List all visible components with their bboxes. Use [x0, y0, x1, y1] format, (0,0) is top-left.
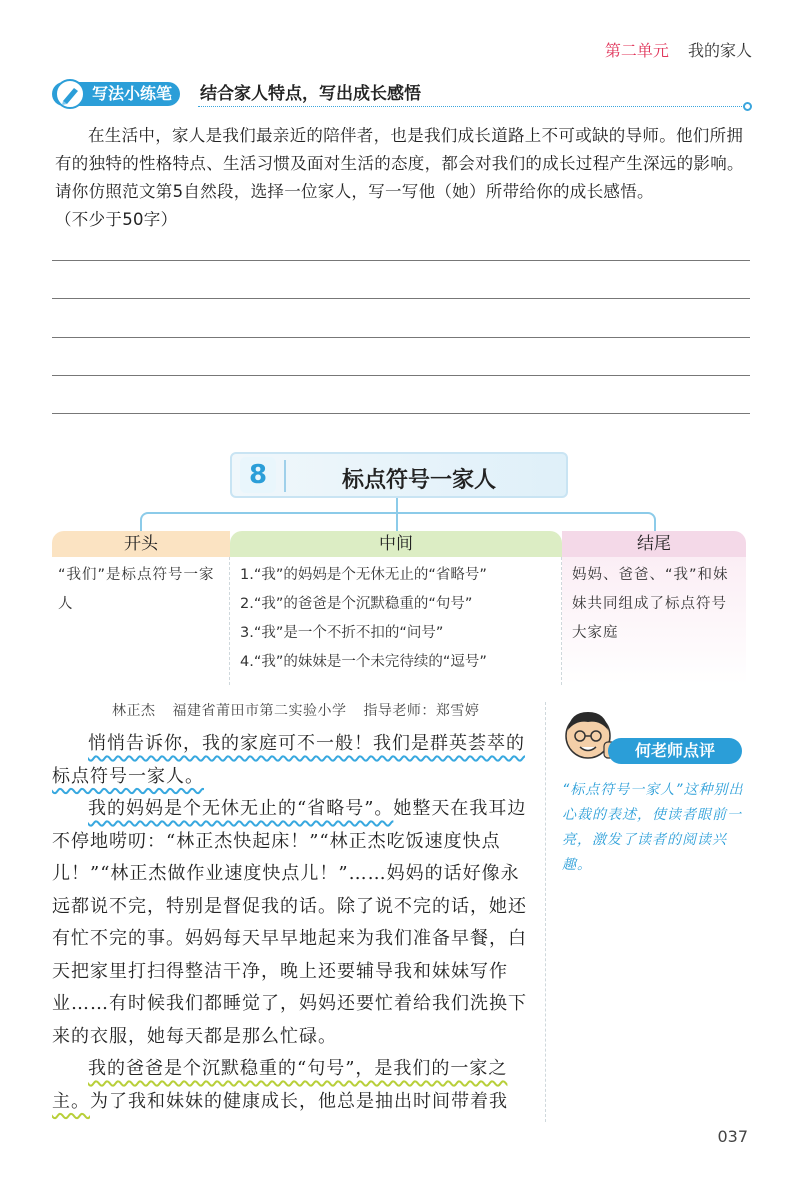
- page-number: 037: [717, 1127, 748, 1146]
- pen-icon: [54, 78, 88, 110]
- writing-line[interactable]: [52, 337, 750, 338]
- teacher-review-badge: 何老师点评: [608, 738, 742, 764]
- exercise-prompt: [55, 122, 755, 234]
- essay-body: [52, 728, 530, 1118]
- author-advisor: 指导老师：郑雪婷: [363, 703, 480, 719]
- essay-paragraph: [52, 1053, 530, 1118]
- structure-opening-label: 开头: [52, 531, 230, 557]
- highlighted-sentence: 悄悄告诉你，我的家庭可不一般！我们是群英荟萃的标点符号一家人。: [52, 733, 525, 787]
- tree-connector: [396, 498, 398, 512]
- paragraph-text: 为了我和妹妹的健康成长，他总是抽出时间带着我: [90, 1090, 508, 1112]
- structure-middle-item: 2.“我”的爸爸是个沉默稳重的“句号”: [240, 596, 473, 612]
- banner-separator: [284, 460, 286, 492]
- structure-ending-text: 妈妈、爸爸、“我”和妹妹共同组成了标点符号大家庭: [562, 557, 746, 685]
- divider: [198, 106, 744, 107]
- exercise-badge: 写法小练笔: [52, 82, 180, 106]
- prompt-note: （不少于50字）: [55, 210, 178, 229]
- essay-paragraph: [52, 728, 530, 793]
- highlighted-sentence: 我的爸爸是个沉默稳重的“句号”，是我们的一家之主。: [52, 1058, 508, 1112]
- author-name: 林正杰: [112, 703, 156, 719]
- unit-label: 第二单元: [604, 41, 669, 60]
- author-line: [112, 700, 491, 720]
- article-number: 8: [240, 457, 276, 493]
- essay-paragraph: [52, 793, 530, 1053]
- tree-connector: [140, 512, 656, 531]
- writing-line[interactable]: [52, 413, 750, 414]
- prompt-text: 在生活中，家人是我们最亲近的陪伴者，也是我们成长道路上不可或缺的导师。他们所拥有的独特的性格特点、生活习惯及面对生活的态度，都会对我们的成长过程产生深远的影响。请你仿照范文第5自然段，选择一位家人，写一写他（她）所带给你的成长感悟。: [55, 126, 744, 201]
- structure-middle-item: 1.“我”的妈妈是个无休无止的“省略号”: [240, 567, 487, 583]
- structure-middle-item: 4.“我”的妹妹是一个未完待续的“逗号”: [240, 654, 487, 670]
- writing-line[interactable]: [52, 375, 750, 376]
- column-divider: [545, 702, 546, 1122]
- structure-middle-label: 中间: [230, 531, 562, 557]
- structure-middle-list: [230, 557, 562, 685]
- highlighted-sentence: 我的妈妈是个无休无止的“省略号”。: [88, 798, 394, 819]
- structure-opening-text: “我们”是标点符号一家人: [52, 557, 230, 685]
- exercise-title: 结合家人特点，写出成长感悟: [200, 84, 421, 104]
- exercise-section-bar: [52, 78, 752, 112]
- teacher-comment: “标点符号一家人”这种别出心裁的表述，使读者眼前一亮，激发了读者的阅读兴趣。: [562, 782, 744, 873]
- writing-line[interactable]: [52, 260, 750, 261]
- unit-title: 我的家人: [687, 41, 752, 60]
- tree-connector: [396, 512, 398, 531]
- article-title: 标点符号一家人: [342, 468, 497, 493]
- divider-dot: [743, 102, 752, 111]
- paragraph-text: 她整天在我耳边不停地唠叨：“林正杰快起床！”“林正杰吃饭速度快点儿！”“林正杰做作业速度快点儿！”……妈妈的话好像永远都说不完，特别是督促我的话。除了说不完的话，她还有忙不完的事。妈妈每天早早地起来为我们准备早餐，白天把家里打扫得整洁干净，晚上还要辅导我和妹妹写作业……有时候我们都睡觉了，妈妈还要忙着给我们洗换下来的衣服，她每天都是那么忙碌。: [52, 798, 527, 1047]
- author-school: 福建省莆田市第二实验小学: [172, 703, 347, 719]
- article-title-banner: [230, 452, 568, 498]
- writing-line[interactable]: [52, 298, 750, 299]
- structure-ending-label: 结尾: [562, 531, 746, 557]
- structure-middle-item: 3.“我”是一个不折不扣的“问号”: [240, 625, 444, 641]
- page-header: [605, 38, 752, 61]
